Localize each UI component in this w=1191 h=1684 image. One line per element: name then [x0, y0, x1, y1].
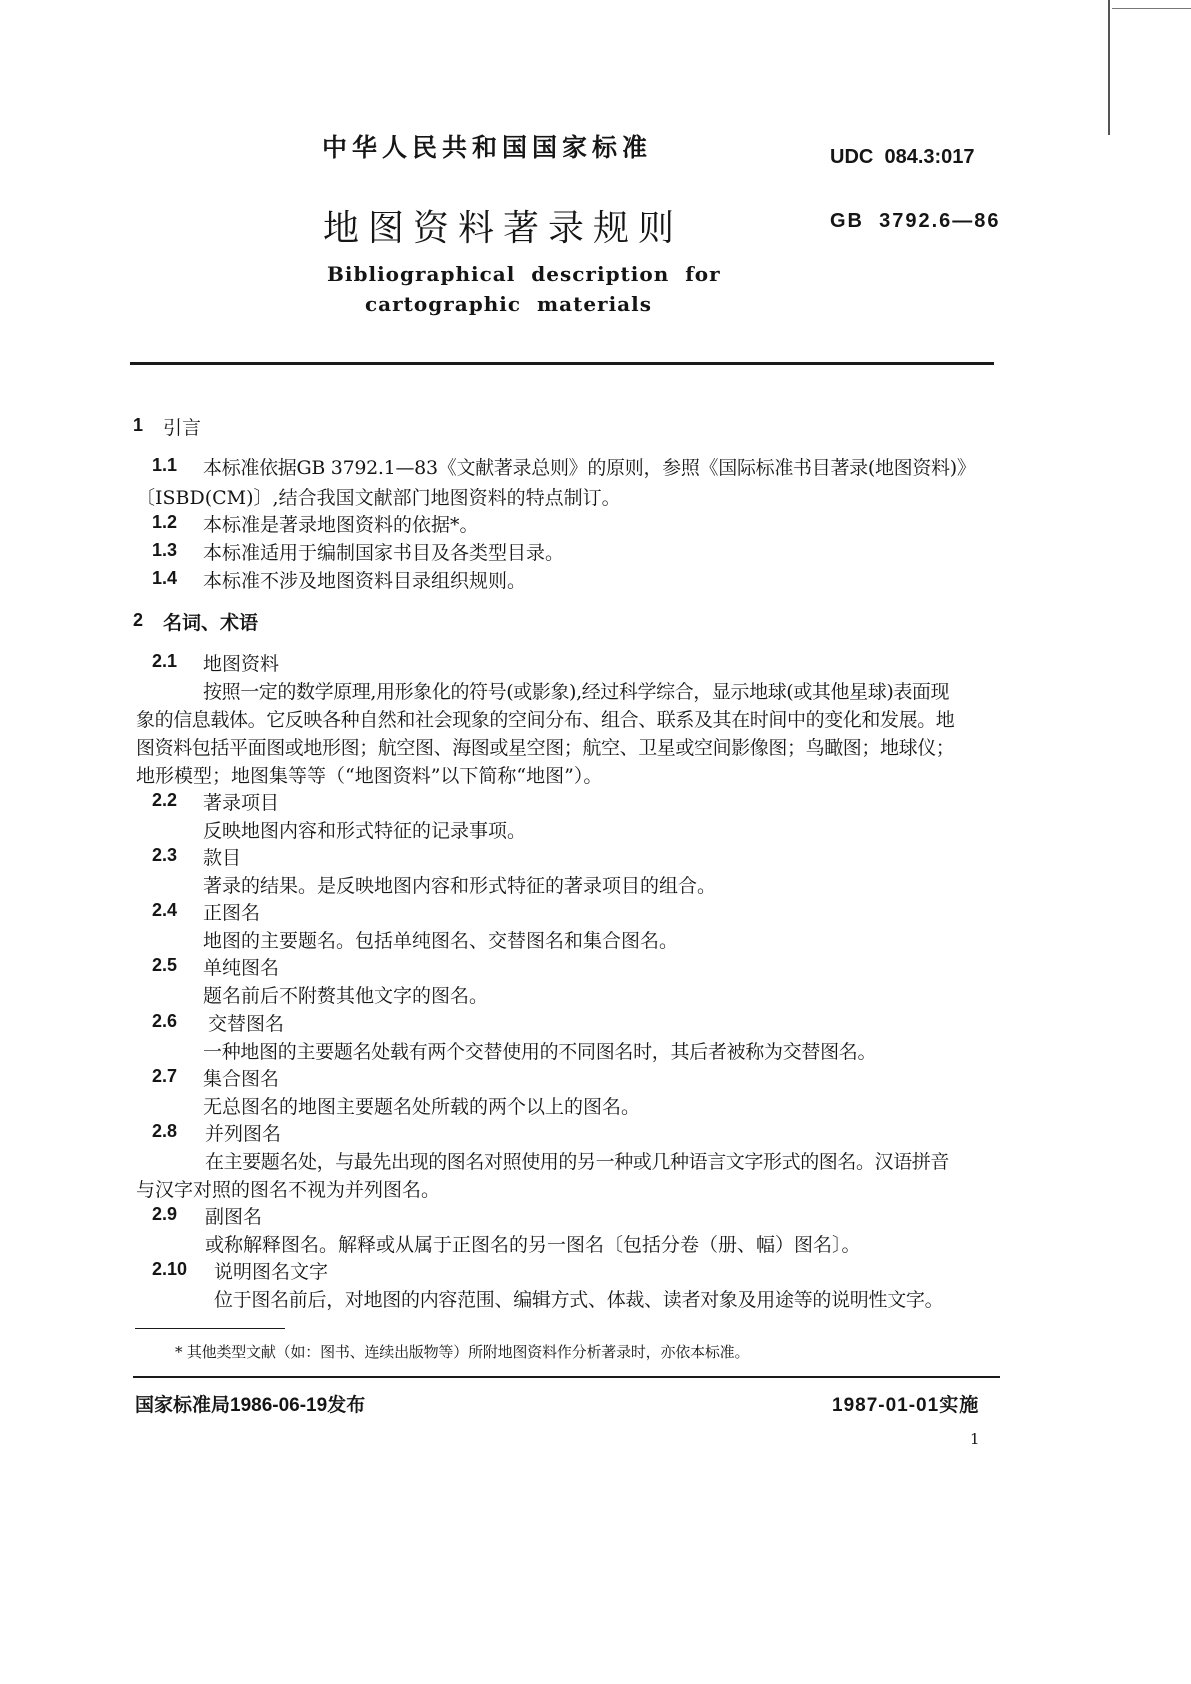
clause-2-1-line4: 地形模型；地图集等等（“地图资料”以下简称“地图”）。 [136, 765, 603, 787]
clause-2-8-line2: 与汉字对照的图名不视为并列图名。 [136, 1179, 441, 1201]
clause-1-4-text: 本标准不涉及地图资料目录组织规则。 [203, 570, 527, 592]
section-2-title: 名词、术语 [163, 612, 259, 634]
clause-2-2-title: 著录项目 [203, 792, 280, 814]
standard-title: 中华人民共和国国家标准 [322, 133, 653, 162]
clause-1-4-number: 1.4 [152, 568, 178, 588]
clause-2-9-text: 或称解释图名。解释或从属于正图名的另一图名〔包括分卷（册、幅）图名〕。 [205, 1234, 861, 1256]
clause-1-3-number: 1.3 [152, 540, 178, 560]
clause-2-1-number: 2.1 [152, 651, 178, 671]
clause-2-10-title: 说明图名文字 [214, 1261, 329, 1283]
section-1-number: 1 [133, 415, 144, 435]
english-title-line1: Bibliographical description for [327, 262, 721, 286]
clause-2-9-title: 副图名 [205, 1206, 263, 1228]
clause-2-3-number: 2.3 [152, 845, 178, 865]
clause-2-10-number: 2.10 [152, 1259, 188, 1279]
clause-2-8-line1: 在主要题名处，与最先出现的图名对照使用的另一种或几种语言文字形式的图名。汉语拼音 [205, 1151, 950, 1173]
clause-2-4-number: 2.4 [152, 900, 178, 920]
clause-1-1-number: 1.1 [152, 455, 178, 475]
section-2-number: 2 [133, 610, 144, 630]
footer-divider [133, 1376, 1000, 1378]
clause-2-7-number: 2.7 [152, 1066, 178, 1086]
document-title: 地图资料著录规则 [323, 208, 684, 249]
footnote-text: * 其他类型文献（如：图书、连续出版物等）所附地图资料作分析著录时，亦依本标准。 [175, 1343, 750, 1361]
gb-code: GB 3792.6—86 [830, 210, 1001, 232]
clause-2-4-title: 正图名 [203, 902, 261, 924]
clause-2-5-number: 2.5 [152, 955, 178, 975]
clause-2-8-number: 2.8 [152, 1121, 178, 1141]
page-number: 1 [970, 1430, 980, 1448]
header-divider [130, 362, 994, 365]
clause-2-3-text: 著录的结果。是反映地图内容和形式特征的著录项目的组合。 [203, 875, 717, 897]
section-1-title: 引言 [163, 417, 202, 439]
scan-edge-line [1108, 0, 1110, 135]
clause-2-1-line3: 图资料包括平面图或地形图；航空图、海图或星空图；航空、卫星或空间影像图；鸟瞰图；地球仪； [136, 737, 955, 759]
clause-2-6-text: 一种地图的主要题名处载有两个交替使用的不同图名时，其后者被称为交替图名。 [203, 1041, 877, 1063]
clause-2-10-text: 位于图名前后，对地图的内容范围、编辑方式、体裁、读者对象及用途等的说明性文字。 [214, 1289, 944, 1311]
clause-2-9-number: 2.9 [152, 1204, 178, 1224]
clause-1-2-text: 本标准是著录地图资料的依据*。 [203, 514, 479, 536]
english-title-line2: cartographic materials [365, 292, 652, 316]
effective-date: 1987-01-01实施 [832, 1395, 980, 1416]
clause-2-6-title: 交替图名 [208, 1013, 285, 1035]
clause-2-5-text: 题名前后不附赘其他文字的图名。 [203, 985, 489, 1007]
issued-date: 国家标准局1986-06-19发布 [135, 1395, 366, 1416]
clause-2-7-title: 集合图名 [203, 1068, 280, 1090]
clause-2-3-title: 款目 [203, 847, 242, 869]
clause-2-6-number: 2.6 [152, 1011, 178, 1031]
clause-2-8-title: 并列图名 [205, 1123, 282, 1145]
clause-1-3-text: 本标准适用于编制国家书目及各类型目录。 [203, 542, 565, 564]
clause-2-1-line2: 象的信息载体。它反映各种自然和社会现象的空间分布、组合、联系及其在时间中的变化和发展。地 [136, 709, 955, 731]
clause-2-5-title: 单纯图名 [203, 957, 280, 979]
footnote-divider [135, 1328, 285, 1329]
scan-edge-line-top [1112, 8, 1191, 9]
clause-2-1-line1: 按照一定的数学原理,用形象化的符号(或影象),经过科学综合，显示地球(或其他星球)表面现 [203, 681, 950, 703]
udc-code: UDC 084.3:017 [830, 146, 975, 168]
clause-2-1-title: 地图资料 [203, 653, 280, 675]
clause-1-1-line1: 本标准依据GB 3792.1—83《文献著录总则》的原则，参照《国际标准书目著录(地图资料)》 [203, 457, 976, 479]
clause-1-1-line2: 〔ISBD(CM)〕,结合我国文献部门地图资料的特点制订。 [136, 487, 621, 509]
clause-2-2-text: 反映地图内容和形式特征的记录事项。 [203, 820, 527, 842]
clause-1-2-number: 1.2 [152, 512, 178, 532]
clause-2-4-text: 地图的主要题名。包括单纯图名、交替图名和集合图名。 [203, 930, 679, 952]
clause-2-7-text: 无总图名的地图主要题名处所载的两个以上的图名。 [203, 1096, 641, 1118]
clause-2-2-number: 2.2 [152, 790, 178, 810]
